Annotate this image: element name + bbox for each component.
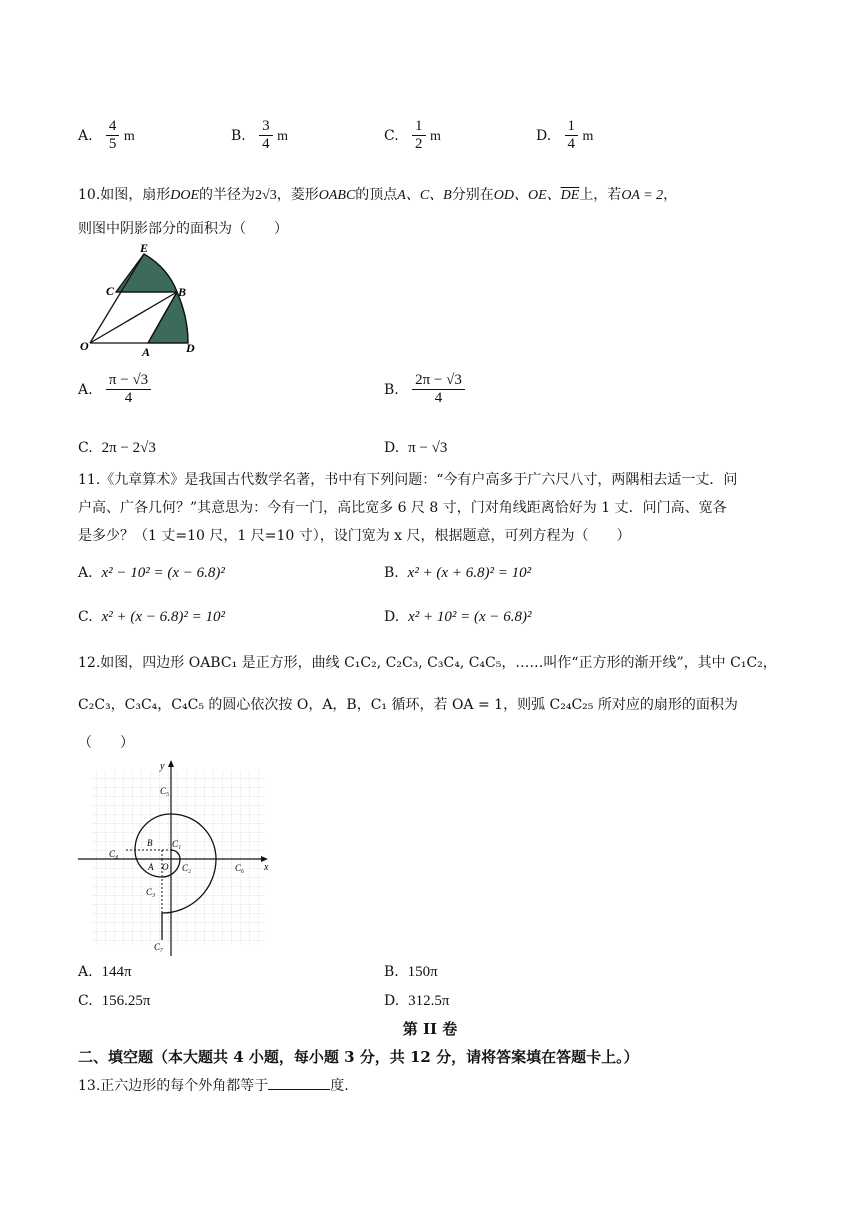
q10-option-a: A. $\frac{\pi - √3}{4}$ — [78, 372, 151, 408]
q10-label-c: C — [106, 284, 115, 298]
q12-line3: （ ） — [78, 735, 134, 751]
q10-label-d: D — [186, 341, 195, 355]
q12-label-x: x — [264, 862, 269, 873]
q12-label-a: A — [148, 862, 154, 872]
q9-option-b: B. $\frac{3}{4}$ m — [231, 118, 288, 153]
q11-line3: 是多少？（1 丈=10 尺，1 尺=10 寸），设门宽为 x 尺，根据题意，可列方程为（ ） — [78, 528, 631, 544]
q10-option-d: D. π − √3 — [384, 440, 448, 456]
q10-label-b: B — [178, 285, 187, 299]
q12-option-b: B. 150π — [384, 964, 438, 980]
q10-line2: 则图中阴影部分的面积为（ ） — [78, 221, 288, 237]
q12-label-c4: C₄ — [109, 849, 119, 859]
q13-answer-blank[interactable] — [268, 1075, 330, 1090]
q10-label-o: O — [80, 339, 89, 353]
q10-option-b-fraction: $\frac{2\pi - √3}{4}$ — [412, 372, 465, 408]
q12-label-c7: C₇ — [154, 942, 164, 952]
q12-label-c5: C₅ — [160, 786, 170, 796]
q9-option-d-fraction: $\frac{1}{4}$ — [565, 118, 579, 154]
q11-line2: 户高、广各几何？”其意思为：今有一门，高比宽多 6 尺 8 寸，门对角线距离恰好为 1 丈．问门高、宽各 — [78, 500, 727, 516]
q10-option-a-fraction: $\frac{\pi - √3}{4}$ — [106, 372, 151, 408]
q10-label-e: E — [140, 242, 149, 255]
q12-option-d: D. 312.5π — [384, 993, 450, 1009]
q9-option-a-fraction: $\frac{4}{5}$ — [106, 118, 120, 154]
q12-option-a: A. 144π — [78, 964, 132, 980]
q12-label-o: O — [162, 862, 169, 872]
q11-line1: 11.《九章算术》是我国古代数学名著，书中有下列问题：“今有户高多于广六尺八寸，两隅相去适一丈．问 — [78, 472, 738, 488]
q11-option-d: D. x² + 10² = (x − 6.8)² — [384, 609, 532, 625]
q11-option-a: A. x² − 10² = (x − 6.8)² — [78, 565, 225, 581]
q9-option-d: D. $\frac{1}{4}$ m — [536, 118, 594, 153]
q9-option-c: C. $\frac{1}{2}$ m — [384, 118, 441, 153]
q10-option-b: B. $\frac{2\pi - √3}{4}$ — [384, 372, 465, 408]
q9-option-c-fraction: $\frac{1}{2}$ — [412, 118, 426, 154]
q10-sector-figure — [80, 242, 200, 358]
q12-involute-figure — [78, 760, 274, 956]
q12-label-c6: C₆ — [235, 863, 245, 873]
q9-option-a: A. $\frac{4}{5}$ m — [78, 118, 135, 153]
q10-label-a: A — [142, 345, 151, 358]
q12-label-y: y — [160, 761, 165, 772]
q12-label-c2: C₂ — [182, 863, 192, 873]
q11-option-b: B. x² + (x + 6.8)² = 10² — [384, 565, 532, 581]
q9-option-b-fraction: $\frac{3}{4}$ — [259, 118, 273, 154]
q12-option-c: C. 156.25π — [78, 993, 151, 1009]
q12-label-c1: C₁ — [172, 839, 182, 849]
q12-line2: C₂C₃，C₃C₄，C₄C₅ 的圆心依次按 O，A，B，C₁ 循环，若 OA = 1，则弧 C₂₄C₂₅ 所对应的扇形的面积为 — [78, 697, 738, 713]
section2-title: 二、填空题（本大题共 4 小题，每小题 3 分，共 12 分，请将答案填在答题卡上。） — [78, 1048, 639, 1066]
q12-line1: 12.如图，四边形 OABC₁ 是正方形，曲线 C₁C₂, C₂C₃, C₃C₄, C₄C₅，……叫作“正方形的渐开线”，其中 C₁C₂， — [78, 655, 777, 671]
q12-label-c3: C₃ — [146, 887, 156, 897]
q10-option-c: C. 2π − 2√3 — [78, 440, 156, 456]
part2-title: 第 II 卷 — [402, 1020, 458, 1038]
q10-shaded-right — [148, 292, 188, 343]
q12-label-b: B — [147, 838, 153, 848]
q11-option-c: C. x² + (x − 6.8)² = 10² — [78, 609, 225, 625]
q13: 13.正六边形的每个外角都等于 度. — [78, 1073, 349, 1100]
q10-line1: 10.如图，扇形DOE的半径为2√3，菱形OABC的顶点A、C、B分别在OD、OE、$\overline{DE}$上，若OA = 2， — [78, 187, 678, 203]
